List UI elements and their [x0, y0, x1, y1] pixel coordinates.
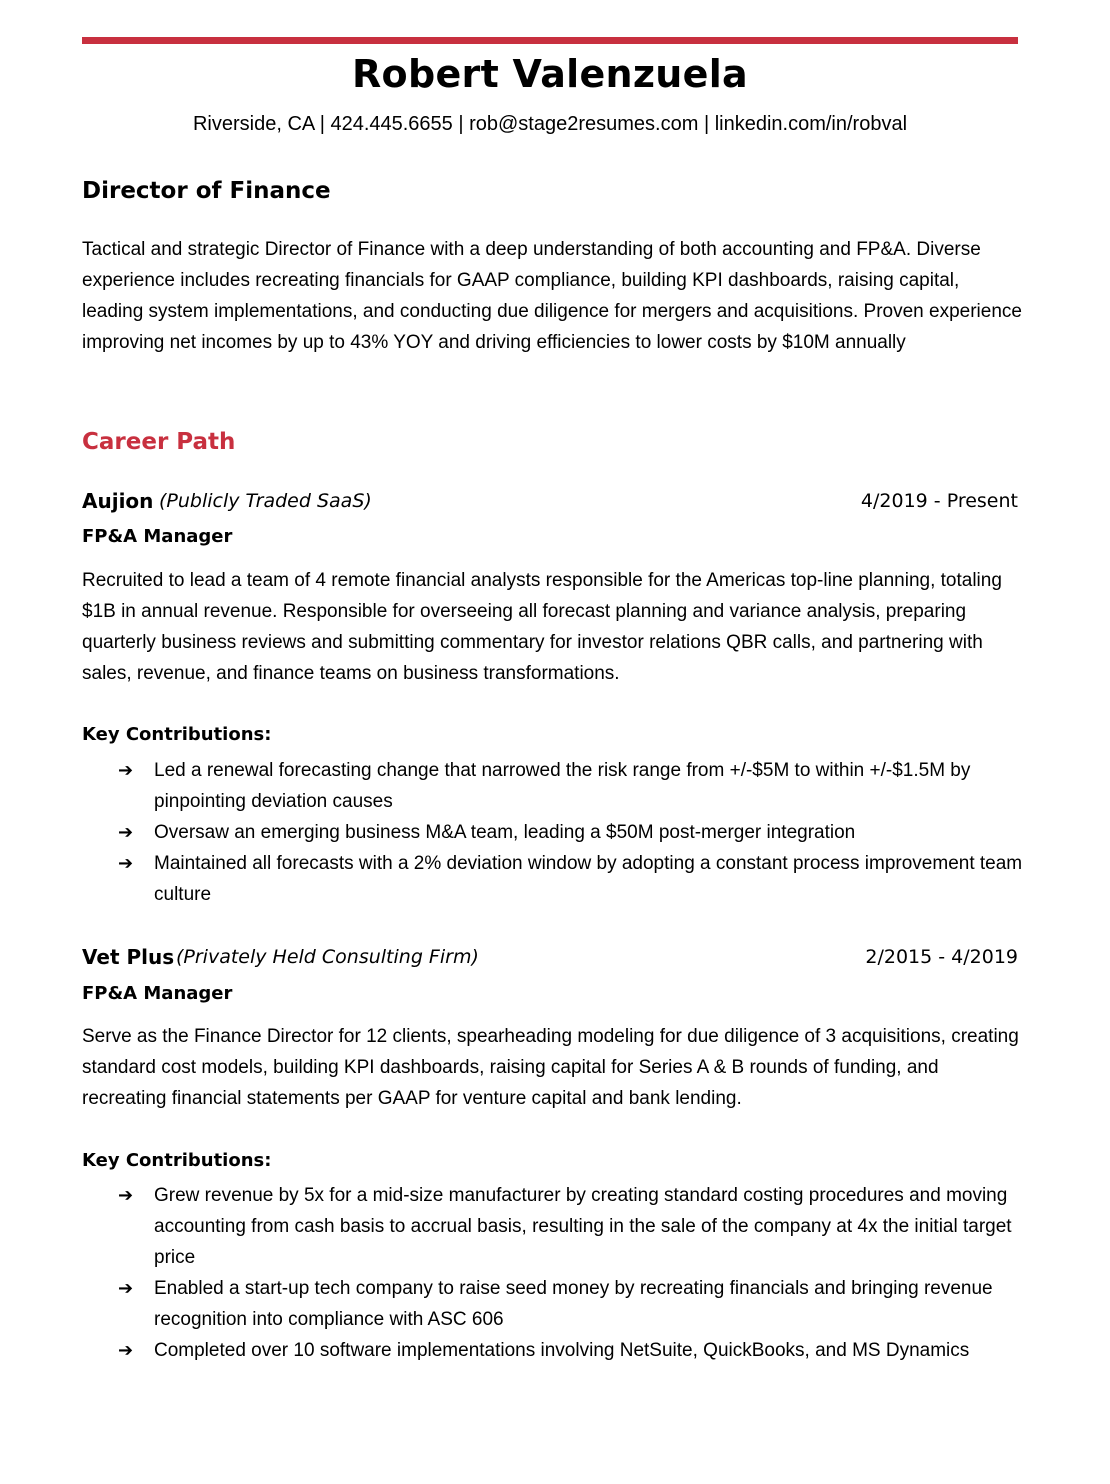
list-item [118, 817, 1028, 848]
company-name: Aujion [82, 489, 154, 513]
list-item [118, 848, 1028, 910]
contribution-text: Grew revenue by 5x for a mid-size manufacturer by creating standard costing procedures and moving accounting from cash basis to accrual basis, resulting in the sale of the company at 4x the initial target price [154, 1185, 1012, 1268]
top-accent-rule [82, 37, 1018, 44]
right-arrow-icon: ➔ [118, 822, 134, 843]
right-arrow-icon: ➔ [118, 1278, 134, 1299]
right-arrow-icon: ➔ [118, 853, 134, 874]
contributions-list [118, 755, 1028, 910]
job-header [82, 486, 1018, 516]
contribution-text: Enabled a start-up tech company to raise seed money by recreating financials and bringing revenue recognition into compliance with ASC 606 [154, 1278, 993, 1330]
job-description: Serve as the Finance Director for 12 clients, spearheading modeling for due diligence of 3 acquisitions, creating standard cost models, building KPI dashboards, raising capital for Series A & B rounds of funding, and recreating financial statements per GAAP for venture capital and bank lending. [82, 1026, 1019, 1109]
career-section-title: Career Path [82, 429, 236, 455]
company-type: (Privately Held Consulting Firm) [176, 946, 479, 968]
company-type: (Publicly Traded SaaS) [159, 490, 372, 512]
job-header [82, 942, 1018, 972]
job-description: Recruited to lead a team of 4 remote financial analysts responsible for the Americas top-line planning, totaling $1B in annual revenue. Responsible for overseeing all forecast planning and variance analysis, preparing quarterly business reviews and submitting commentary for investor relations QBR calls, and partnering with sales, revenue, and finance teams on business transformations. [82, 570, 1002, 684]
list-item [118, 1180, 1028, 1273]
contribution-text: Completed over 10 software implementations involving NetSuite, QuickBooks, and MS Dynamics [154, 1340, 970, 1361]
right-arrow-icon: ➔ [118, 1185, 134, 1206]
contribution-text: Led a renewal forecasting change that narrowed the risk range from +/-$5M to within +/-$1.5M by pinpointing deviation causes [154, 760, 971, 812]
job-dates: 2/2015 - 4/2019 [865, 946, 1018, 968]
contributions-label: Key Contributions: [82, 1150, 272, 1171]
contributions-label: Key Contributions: [82, 724, 272, 745]
professional-summary: Tactical and strategic Director of Finance with a deep understanding of both accounting and FP&A. Diverse experience includes recreating financials for GAAP compliance, building KPI dashboards, raising capital, leading system implementations, and conducting due diligence for mergers and acquisitions. Proven experience improving net incomes by up to 43% YOY and driving efficiencies to lower costs by $10M annually [82, 239, 1022, 353]
contact-line: Riverside, CA | 424.445.6655 | rob@stage2resumes.com | linkedin.com/in/robval [192, 113, 908, 135]
list-item [118, 755, 1028, 817]
list-item [118, 1335, 1028, 1366]
list-item [118, 1273, 1028, 1335]
job-dates: 4/2019 - Present [860, 490, 1018, 512]
right-arrow-icon: ➔ [118, 760, 134, 781]
job-title: FP&A Manager [82, 526, 233, 547]
contribution-text: Maintained all forecasts with a 2% deviation window by adopting a constant process improvement team culture [154, 853, 1023, 905]
professional-headline: Director of Finance [82, 178, 331, 204]
job-title: FP&A Manager [82, 983, 233, 1004]
contribution-text: Oversaw an emerging business M&A team, leading a $50M post-merger integration [154, 822, 856, 843]
company-name: Vet Plus [82, 945, 175, 969]
right-arrow-icon: ➔ [118, 1340, 134, 1361]
candidate-name: Robert Valenzuela [351, 52, 748, 96]
contributions-list [118, 1180, 1028, 1366]
